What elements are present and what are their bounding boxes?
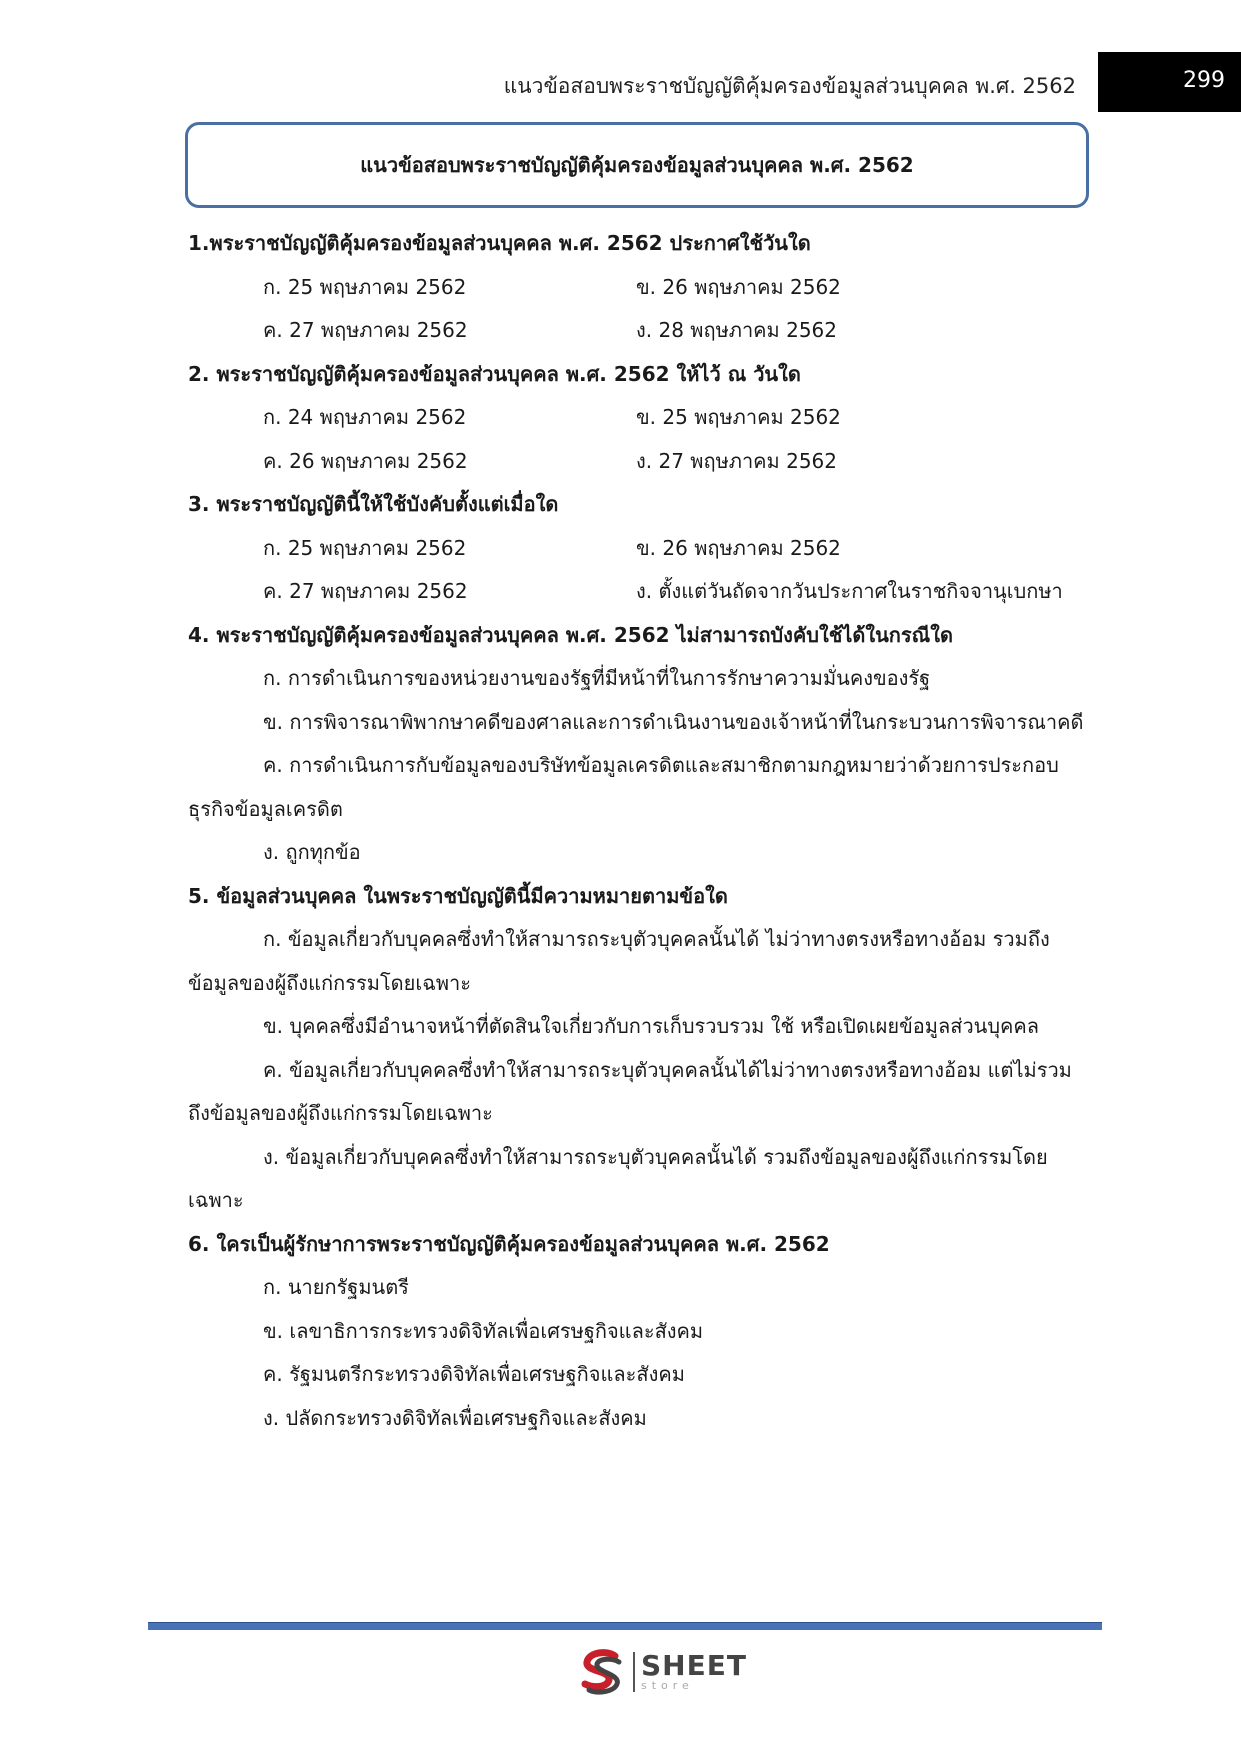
option-a: ก. 25 พฤษภาคม 2562 [263, 274, 467, 299]
option-b: ข. 26 พฤษภาคม 2562 [636, 535, 841, 560]
option-c: ค. 26 พฤษภาคม 2562 [263, 448, 468, 473]
option-d: ง. 27 พฤษภาคม 2562 [636, 448, 837, 473]
option-c: ค. การดำเนินการกับข้อมูลของบริษัทข้อมูลเครดิตและสมาชิกตามกฎหมายว่าด้วยการประกอบธุรกิจข้อมูลเครดิต [188, 753, 1059, 821]
question-list [188, 222, 1088, 1440]
question-2: 2. พระราชบัญญัติคุ้มครองข้อมูลส่วนบุคคล พ.ศ. 2562 ให้ไว้ ณ วันใด [188, 361, 801, 386]
logo-wordmark [633, 1649, 747, 1692]
option-c: ค. รัฐมนตรีกระทรวงดิจิทัลเพื่อเศรษฐกิจและสังคม [263, 1362, 685, 1386]
running-header-title: แนวข้อสอบพระราชบัญญัติคุ้มครองข้อมูลส่วนบุคคล พ.ศ. 2562 [503, 74, 1076, 98]
option-d: ง. ปลัดกระทรวงดิจิทัลเพื่อเศรษฐกิจและสังคม [263, 1405, 647, 1430]
question-6: 6. ใครเป็นผู้รักษาการพระราชบัญญัติคุ้มครองข้อมูลส่วนบุคคล พ.ศ. 2562 [188, 1231, 830, 1256]
option-a: ก. ข้อมูลเกี่ยวกับบุคคลซึ่งทำให้สามารถระบุตัวบุคคลนั้นได้ ไม่ว่าทางตรงหรือทางอ้อม รวมถึงข้อมูลของผู้ถึงแก่กรรมโดยเฉพาะ [188, 927, 1050, 995]
page-number: 299 [1183, 68, 1225, 93]
option-b: ข. 25 พฤษภาคม 2562 [636, 405, 841, 429]
option-d: ง. ถูกทุกข้อ [263, 840, 361, 864]
option-d: ง. ข้อมูลเกี่ยวกับบุคคลซึ่งทำให้สามารถระบุตัวบุคคลนั้นได้ รวมถึงข้อมูลของผู้ถึงแก่กรรมโดยเฉพาะ [188, 1144, 1048, 1212]
option-c: ค. 27 พฤษภาคม 2562 [263, 579, 468, 603]
option-d: ง. ตั้งแต่วันถัดจากวันประกาศในราชกิจจานุเบกษา [636, 579, 1063, 603]
option-c: ค. ข้อมูลเกี่ยวกับบุคคลซึ่งทำให้สามารถระบุตัวบุคคลนั้นได้ไม่ว่าทางตรงหรือทางอ้อม แต่ไม่รวมถึงข้อมูลของผู้ถึงแก่กรรมโดยเฉพาะ [188, 1057, 1072, 1125]
question-2-options-row-1 [188, 396, 1088, 440]
option-a: ก. นายกรัฐมนตรี [263, 1275, 409, 1299]
page-title-text: แนวข้อสอบพระราชบัญญัติคุ้มครองข้อมูลส่วนบุคคล พ.ศ. 2562 [360, 153, 914, 177]
option-a: ก. 25 พฤษภาคม 2562 [263, 535, 467, 560]
question-1-options-row-2 [188, 309, 1088, 353]
question-3: 3. พระราชบัญญัตินี้ให้ใช้บังคับตั้งแต่เมื่อใด [188, 492, 559, 516]
question-1-options-row-1 [188, 266, 1088, 310]
option-a: ก. 24 พฤษภาคม 2562 [263, 405, 467, 429]
option-d: ง. 28 พฤษภาคม 2562 [636, 318, 837, 342]
logo-text: SHEET [641, 1649, 747, 1682]
option-b: ข. บุคคลซึ่งมีอำนาจหน้าที่ตัดสินใจเกี่ยวกับการเก็บรวบรวม ใช้ หรือเปิดเผยข้อมูลส่วนบุคคล [263, 1014, 1040, 1038]
question-5: 5. ข้อมูลส่วนบุคคล ในพระราชบัญญัตินี้มีความหมายตามข้อใด [188, 883, 728, 908]
page-title [185, 122, 1089, 208]
question-1: 1.พระราชบัญญัติคุ้มครองข้อมูลส่วนบุคคล พ.ศ. 2562 ประกาศใช้วันใด [188, 231, 811, 255]
question-3-options-row-2 [188, 570, 1088, 614]
option-b: ข. 26 พฤษภาคม 2562 [636, 274, 841, 299]
option-b: ข. เลขาธิการกระทรวงดิจิทัลเพื่อเศรษฐกิจและสังคม [263, 1318, 704, 1343]
option-a: ก. การดำเนินการของหน่วยงานของรัฐที่มีหน้าที่ในการรักษาความมั่นคงของรัฐ [263, 666, 931, 690]
question-4: 4. พระราชบัญญัติคุ้มครองข้อมูลส่วนบุคคล พ.ศ. 2562 ไม่สามารถบังคับใช้ได้ในกรณีใด [188, 622, 953, 647]
s-logo-icon [577, 1648, 627, 1696]
question-2-options-row-2 [188, 440, 1088, 484]
logo-subtext: store [641, 1679, 694, 1692]
footer-rule [148, 1622, 1102, 1630]
option-b: ข. การพิจารณาพิพากษาคดีของศาลและการดำเนินงานของเจ้าหน้าที่ในกระบวนการพิจารณาคดี [263, 709, 1084, 734]
option-c: ค. 27 พฤษภาคม 2562 [263, 318, 468, 342]
question-3-options-row-1 [188, 527, 1088, 571]
sheet-store-logo [577, 1648, 747, 1696]
page-number-box [1098, 52, 1241, 112]
